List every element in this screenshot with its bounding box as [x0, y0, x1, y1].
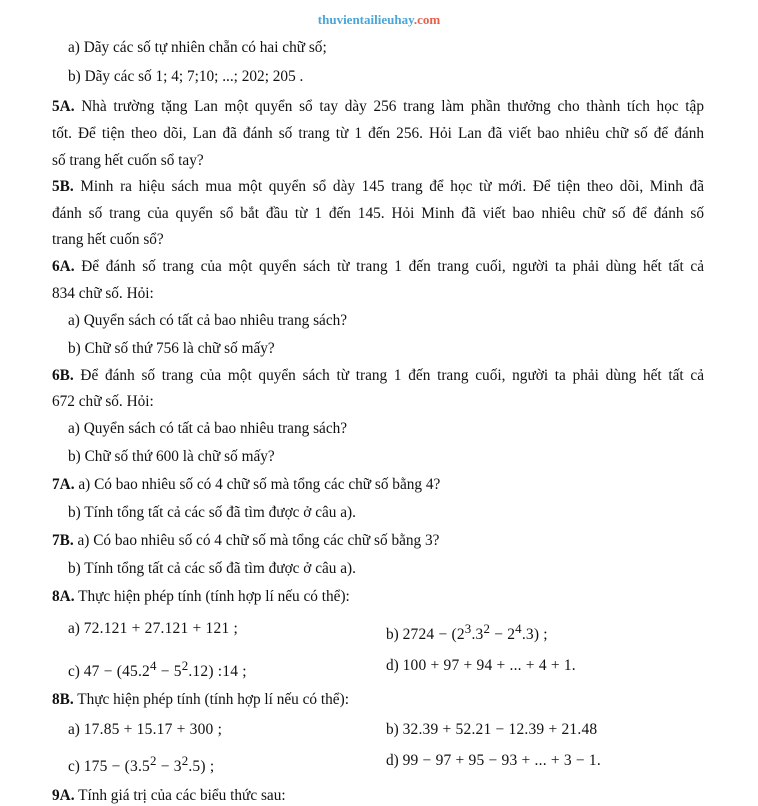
ex8b-c-pre: 175 − (3.5 — [83, 758, 150, 776]
ex4-b: b) Dãy các số 1; 4; 7;10; ...; 202; 205 . — [68, 68, 304, 85]
ex9a-title: Tính giá trị của các biểu thức sau: — [78, 787, 286, 804]
ex8a-b-exp3: 4 — [515, 621, 522, 636]
ex8a-a — [68, 619, 238, 639]
ex8a-d-label: d) — [386, 657, 399, 674]
ex8a-b-pre: 2724 − (2 — [402, 626, 465, 644]
ex8a-c-pre: 47 − (45.2 — [83, 663, 150, 681]
ex8b-b-expr: 32.39 + 52.21 − 12.39 + 21.48 — [402, 721, 598, 738]
ex8a-c-mid1: − 5 — [156, 663, 182, 681]
ex7a-line1 — [52, 475, 440, 495]
ex5a-text1: Nhà trường tặng Lan một quyển sổ tay dày 256 trang làm phần thưởng cho thành tích học tập — [81, 98, 704, 115]
ex8b-c-mid1: − 3 — [156, 758, 182, 776]
ex8b-c-exp1: 2 — [150, 753, 157, 768]
ex6b-line2: 672 chữ số. Hỏi: — [52, 393, 154, 410]
ex8b-label: 8B. — [52, 691, 74, 708]
ex5b-line1 — [52, 177, 704, 197]
ex7b-label: 7B. — [52, 532, 74, 549]
ex8a-c-label: c) — [68, 663, 80, 681]
ex8b-title-line — [52, 690, 349, 710]
ex8a-c-exp1: 4 — [150, 658, 157, 673]
ex6a-b: b) Chữ số thứ 756 là chữ số mấy? — [68, 340, 275, 357]
ex8b-a-label: a) — [68, 721, 80, 738]
ex8b-c-exp2: 2 — [181, 753, 189, 768]
watermark-main: thuvientailieuhay — [317, 12, 414, 27]
ex8a-label: 8A. — [52, 588, 75, 605]
ex8a-c-post: .12) :14 ; — [188, 663, 247, 681]
ex8b-c — [68, 751, 214, 777]
ex8a-b-expr — [402, 621, 548, 644]
ex8a-b — [386, 619, 548, 645]
ex6b-b: b) Chữ số thứ 600 là chữ số mấy? — [68, 448, 275, 465]
ex8a-b-mid1: .3 — [471, 626, 484, 644]
ex8a-b-mid2: − 2 — [490, 626, 516, 644]
ex8a-c-expr — [83, 658, 247, 681]
ex6b-line1 — [52, 366, 704, 386]
ex8b-c-label: c) — [68, 758, 80, 776]
ex5b-label: 5B. — [52, 178, 74, 195]
ex8a-d — [386, 656, 576, 676]
ex7a-label: 7A. — [52, 476, 75, 493]
ex8a-title: Thực hiện phép tính (tính hợp lí nếu có thể): — [78, 588, 350, 605]
ex8a-b-exp2: 2 — [483, 621, 491, 636]
ex8b-c-expr — [83, 753, 215, 776]
ex5b-line2: đánh số trang của quyển sổ bắt đầu từ 1 đến 145. Hỏi Minh đã viết bao nhiêu chữ số để đánh số — [52, 205, 704, 222]
ex5a-line2: tốt. Để tiện theo dõi, Lan đã đánh số trang từ 1 đến 256. Hỏi Lan đã viết bao nhiêu chữ số để đánh — [52, 125, 704, 142]
ex5b-line3: trang hết cuốn sổ? — [52, 231, 164, 248]
ex8b-a — [68, 720, 222, 740]
watermark-tld: .com — [413, 12, 441, 27]
watermark — [0, 12, 758, 28]
ex5b-text1: Minh ra hiệu sách mua một quyển sổ dày 145 trang để học từ mới. Để tiện theo dõi, Minh đã — [80, 178, 704, 195]
ex6a-line1 — [52, 257, 704, 277]
ex8a-b-exp1: 3 — [464, 621, 472, 636]
ex7a-b: b) Tính tổng tất cả các số đã tìm được ở câu a). — [68, 504, 356, 521]
ex8a-a-expr: 72.121 + 27.121 + 121 ; — [83, 620, 238, 637]
ex8b-a-expr: 17.85 + 15.17 + 300 ; — [83, 721, 223, 738]
ex5a-line1 — [52, 97, 704, 117]
ex7b-line1 — [52, 531, 439, 551]
ex8b-title: Thực hiện phép tính (tính hợp lí nếu có thể): — [77, 691, 349, 708]
ex6a-text1: Để đánh số trang của một quyển sách từ trang 1 đến trang cuối, người ta phải dùng hết tất cả — [81, 258, 704, 275]
ex7a-a: a) Có bao nhiêu số có 4 chữ số mà tổng các chữ số bằng 4? — [78, 476, 441, 493]
ex8b-d-expr: 99 − 97 + 95 − 93 + ... + 3 − 1. — [402, 752, 601, 769]
ex8b-d-label: d) — [386, 752, 399, 769]
ex9a-title-line — [52, 786, 286, 806]
ex4-a: a) Dãy các số tự nhiên chẵn có hai chữ số; — [68, 39, 327, 56]
ex8b-b-label: b) — [386, 721, 399, 738]
ex8a-b-label: b) — [386, 626, 399, 644]
ex8a-title-line — [52, 587, 350, 607]
ex6b-text1: Để đánh số trang của một quyển sách từ trang 1 đến trang cuối, người ta phải dùng hết tất cả — [80, 367, 704, 384]
ex6b-label: 6B. — [52, 367, 74, 384]
ex6a-line2: 834 chữ số. Hỏi: — [52, 285, 154, 302]
ex8b-d — [386, 751, 601, 771]
ex8b-b — [386, 720, 597, 740]
ex5a-label: 5A. — [52, 98, 75, 115]
ex6b-a: a) Quyển sách có tất cả bao nhiêu trang sách? — [68, 420, 348, 437]
ex9a-label: 9A. — [52, 787, 75, 804]
ex8a-a-label: a) — [68, 620, 80, 637]
ex8a-c — [68, 656, 247, 682]
ex6a-a: a) Quyển sách có tất cả bao nhiêu trang sách? — [68, 312, 348, 329]
ex7b-a: a) Có bao nhiêu số có 4 chữ số mà tổng các chữ số bằng 3? — [77, 532, 440, 549]
ex5a-line3: số trang hết cuốn sổ tay? — [52, 152, 204, 169]
ex8b-c-post: .5) ; — [188, 758, 215, 776]
ex6a-label: 6A. — [52, 258, 75, 275]
ex7b-b: b) Tính tổng tất cả các số đã tìm được ở câu a). — [68, 560, 356, 577]
ex8a-d-expr: 100 + 97 + 94 + ... + 4 + 1. — [402, 657, 576, 674]
ex8a-b-post: .3) ; — [521, 626, 548, 644]
ex8a-c-exp2: 2 — [181, 658, 189, 673]
